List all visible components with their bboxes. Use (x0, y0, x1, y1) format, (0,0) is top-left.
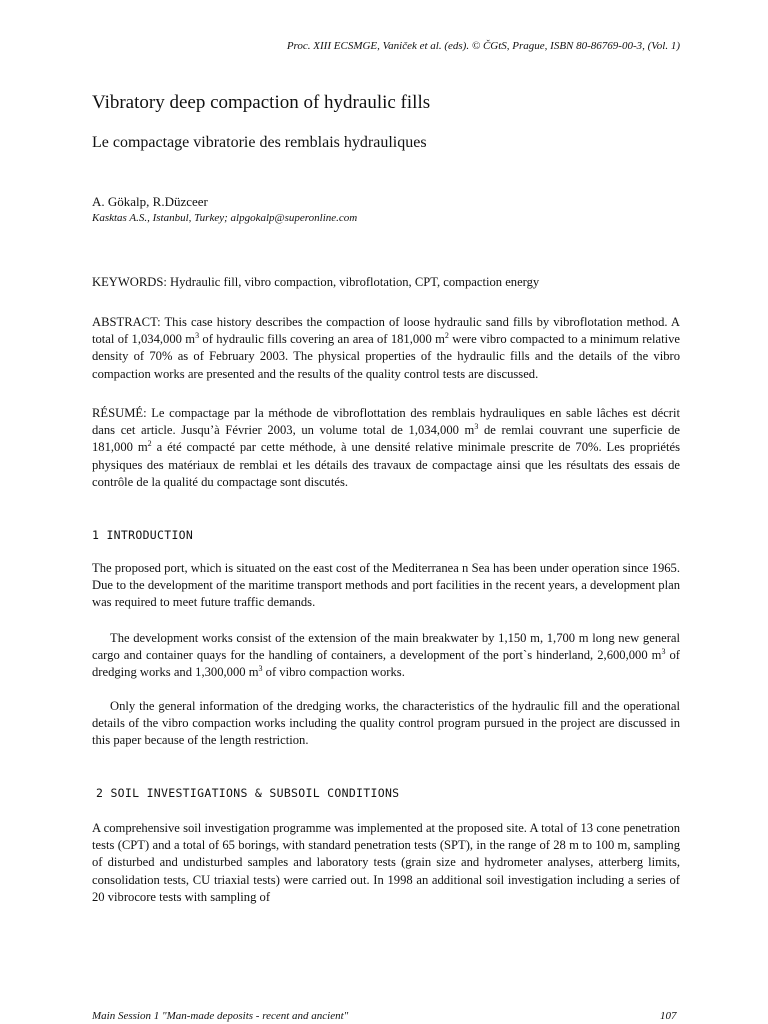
authors: A. Gökalp, R.Düzceer (92, 194, 208, 209)
abstract-text-1: ABSTRACT: This case history describes the compaction of loose hydraulic sand fills by vibroflotation method. A total of 1,034,000 m (92, 315, 680, 347)
resume-text-2: de remlai couvrant une superficie de 181,000 m (92, 423, 680, 455)
intro-paragraph-1: The proposed port, which is situated on the east cost of the Mediterranea n Sea has been under operation since 1965. Due to the development of the maritime transport methods and port facilities in the recent years, a development plan was required to meet future traffic demands. (92, 561, 680, 610)
intro-p2-sup-1: 3 (661, 647, 666, 657)
running-header: Proc. XIII ECSMGE, Vaniček et al. (eds). © ČGtS, Prague, ISBN 80-86769-00-3, (Vol. 1) (286, 40, 680, 52)
abstract-sup-2: 2 (444, 331, 449, 341)
abstract-text-2: of hydraulic fills covering an area of 181,000 m (199, 332, 445, 347)
intro-p2-text-1: The development works consist of the extension of the main breakwater by 1,150 m, 1,700 m long new general cargo and container quays for the handling of containers, a development of the port`s hinderland, 2,600,000 m (92, 631, 680, 663)
abstract (92, 314, 680, 383)
section-heading-soil-investigations: 2 SOIL INVESTIGATIONS & SUBSOIL CONDITIONS (96, 786, 400, 800)
resume (92, 405, 680, 491)
page-number: 107 (660, 1010, 677, 1022)
abstract-text-3: were vibro compacted to a minimum relative density of 70% as of February 2003. The physical properties of the hydraulic fills and the details of the vibro compaction works are presented and the results of the quality control tests are discussed. (92, 332, 680, 381)
paper-subtitle: Le compactage vibratorie des remblais hydrauliques (92, 134, 427, 151)
resume-sup-2: 2 (147, 439, 152, 449)
section-heading-introduction: 1 INTRODUCTION (92, 528, 194, 542)
resume-text-1: RÉSUMÉ: Le compactage par la méthode de vibroflottation des remblais hydrauliques en sable lâches est décrit dans cet article. Jusqu’à Février 2003, un volume total de 1,034,000 m (92, 406, 680, 438)
abstract-sup-1: 3 (195, 331, 200, 341)
intro-p2-text-2: of dredging works and 1,300,000 m (92, 648, 681, 680)
resume-text-3: a été compacté par cette méthode, à une densité relative minimale prescrite de 70%. Les propriétés physiques des matériaux de remblai et les détails des travaux de compactage ainsi que les résultats des essais de contrôle de la qualité du compactage sont discutés. (92, 440, 681, 489)
footer-session: Main Session 1 "Man-made deposits - recent and ancient" (92, 1010, 349, 1022)
soil-paragraph-1: A comprehensive soil investigation programme was implemented at the proposed site. A total of 13 cone penetration tests (CPT) and a total of 65 borings, with standard penetration tests (SPT), in the range of 28 m to 100 m, sampling of disturbed and undisturbed samples and laboratory tests (grain size and hydrometer analyses, atterberg limits, consolidation tests, CU triaxial tests) were carried out. In 1998 an additional soil investigation including a series of 20 vibrocore tests with sampling of (92, 821, 680, 904)
intro-paragraph-2 (92, 630, 680, 682)
intro-p2-text-3: of vibro compaction works. (262, 665, 405, 680)
paper-title: Vibratory deep compaction of hydraulic fills (92, 92, 431, 113)
resume-sup-1: 3 (474, 422, 479, 432)
intro-paragraph-3: Only the general information of the dredging works, the characteristics of the hydraulic fill and the operational details of the vibro compaction works including the quality control program pursued in the project are discussed in this paper because of the length restriction. (92, 699, 680, 748)
intro-p2-sup-2: 3 (258, 664, 263, 674)
affiliation: Kasktas A.S., Istanbul, Turkey; alpgokalp@superonline.com (92, 212, 358, 224)
keywords: KEYWORDS: Hydraulic fill, vibro compaction, vibroflotation, CPT, compaction energy (92, 275, 540, 289)
